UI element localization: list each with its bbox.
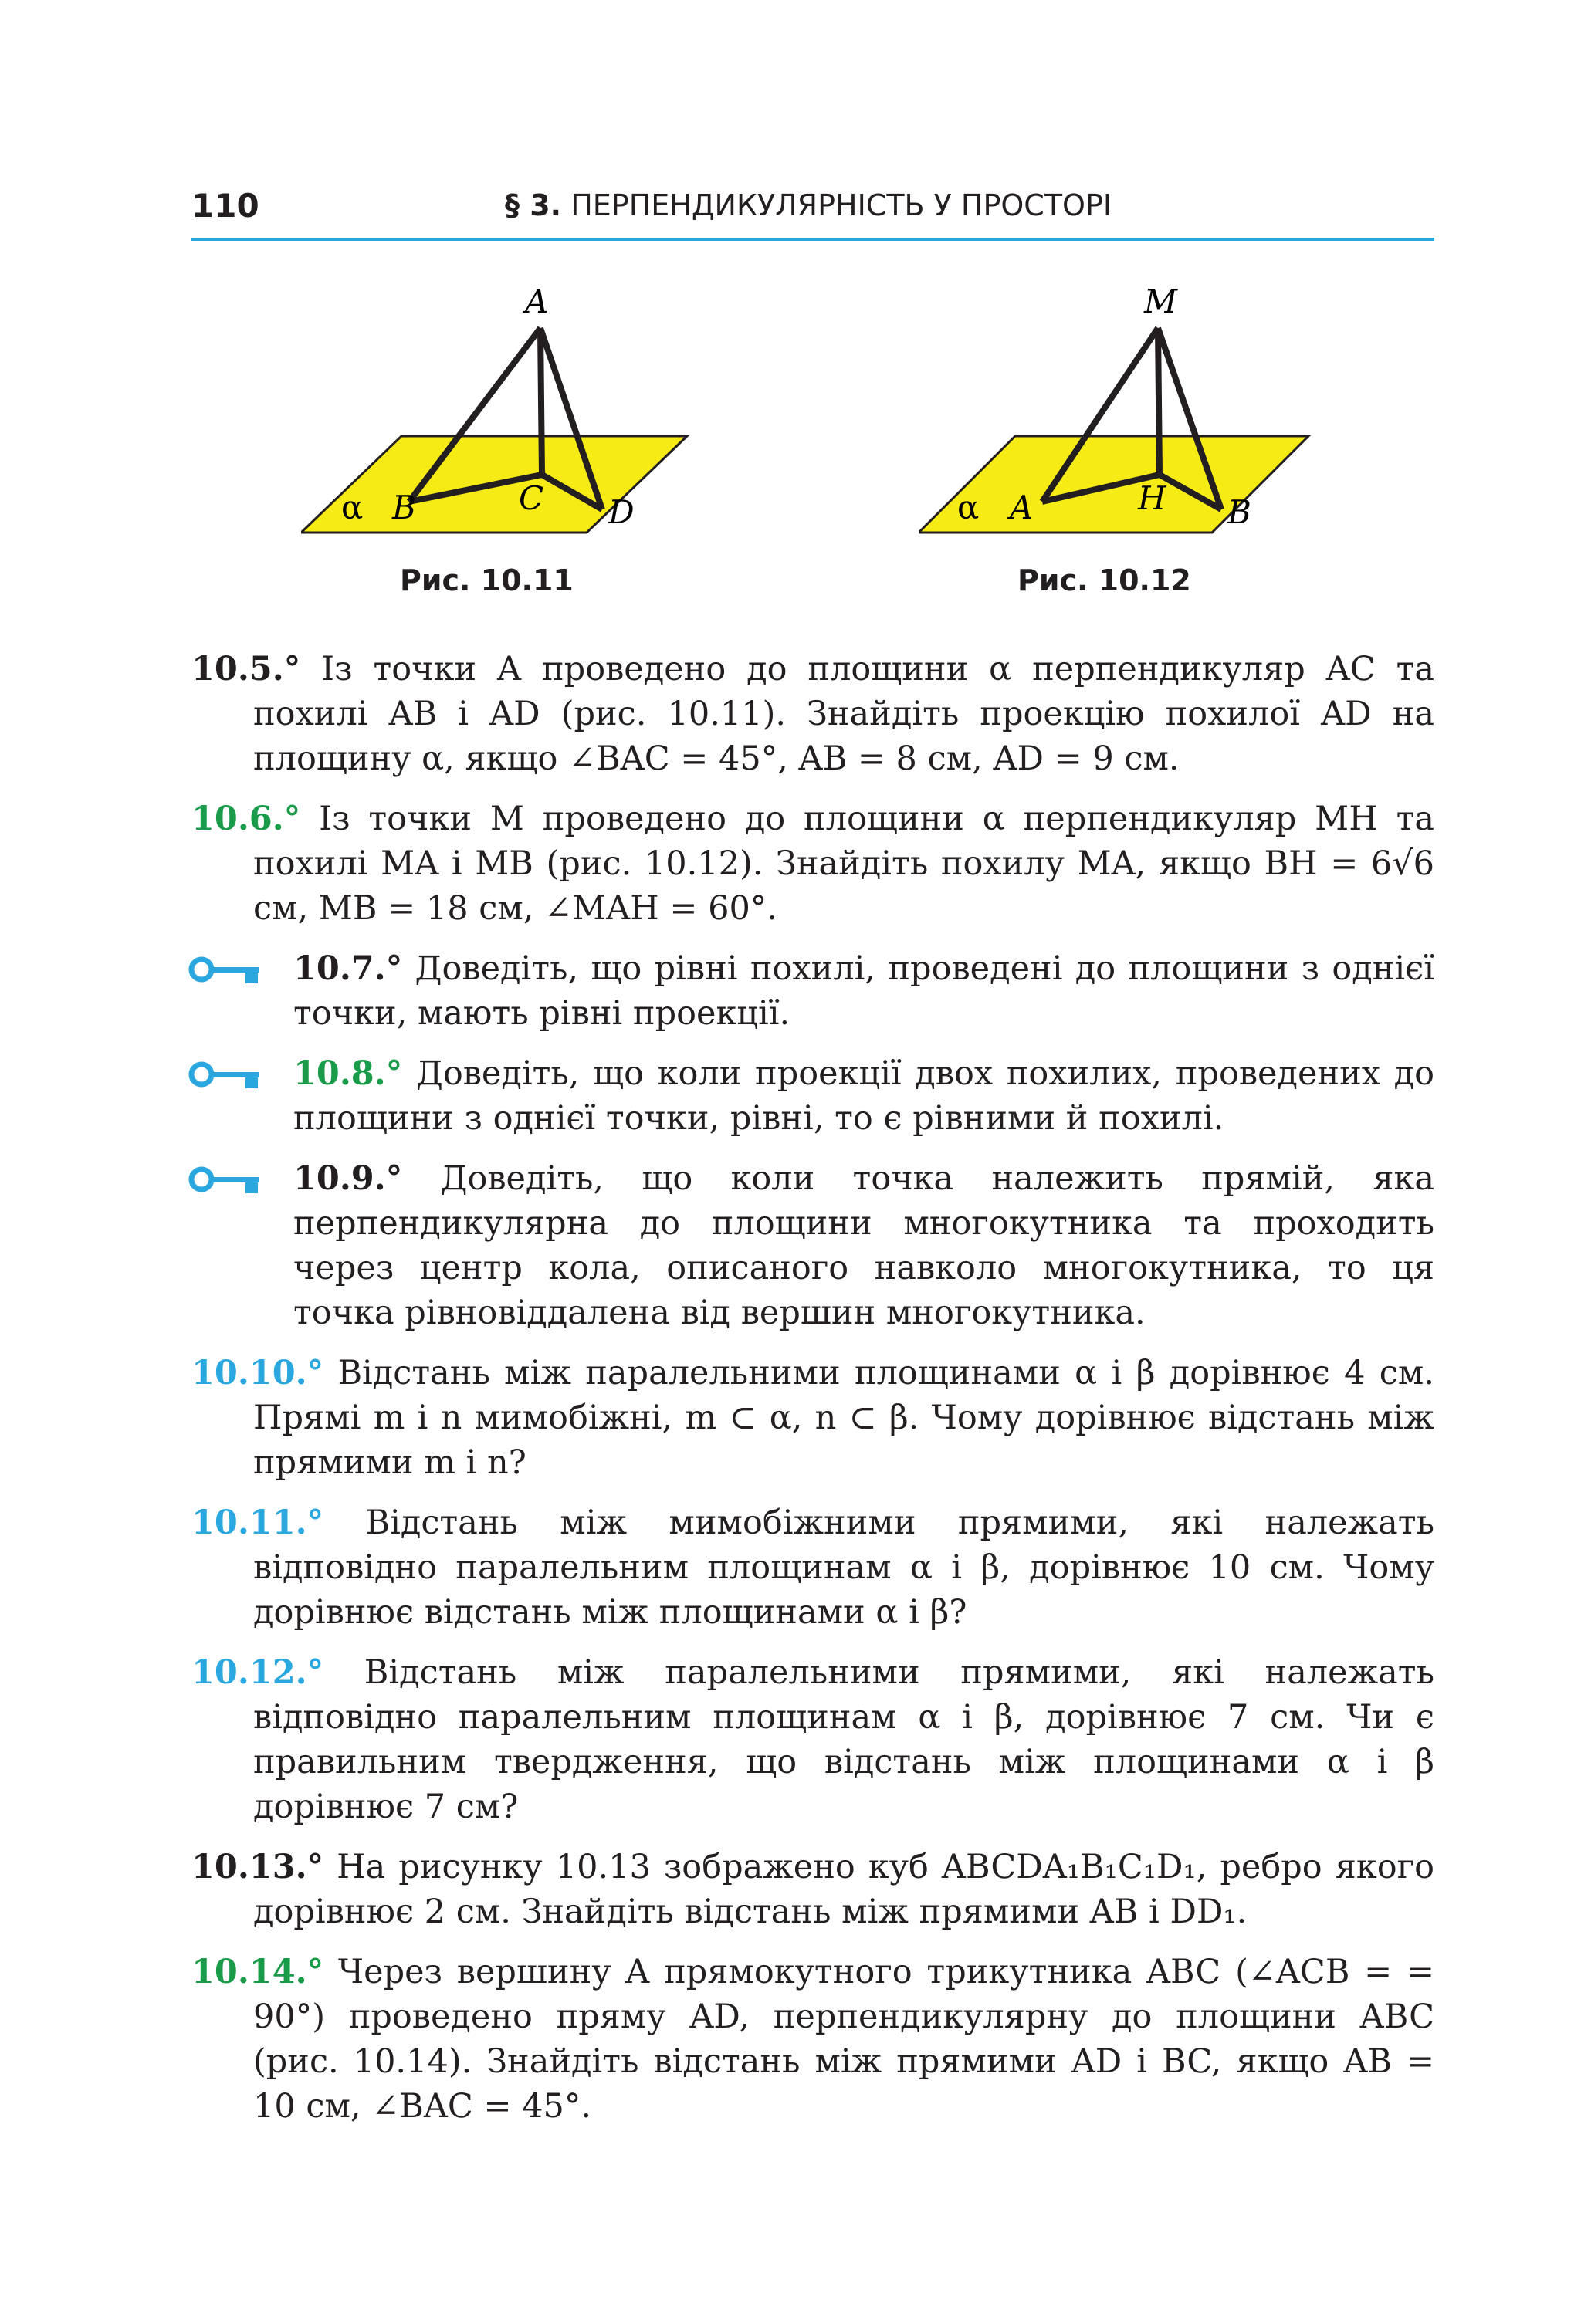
label-B: B bbox=[392, 489, 416, 526]
problem-number: 10.6.° bbox=[191, 800, 301, 838]
key-icon bbox=[188, 956, 266, 986]
key-icon bbox=[188, 1165, 266, 1196]
problem-number: 10.13.° bbox=[191, 1848, 324, 1886]
problem-text: Відстань між паралельними прямими, які належать відповідно паралельним площинам α і β, дорівнює 7 см. Чи є правильним твердження, що відстань між площинами α і β дорівнює 7 см? bbox=[253, 1653, 1434, 1826]
label-M: M bbox=[1144, 282, 1178, 320]
problem-text: Відстань між паралельними площинами α і β дорівнює 4 см. Прямі m і n мимобіжні, m ⊂ α, n ⊂ β. Чому дорівнює відстань між прямими m і n? bbox=[253, 1354, 1435, 1482]
segment-MH bbox=[1158, 328, 1160, 475]
problem-list bbox=[191, 647, 1434, 2144]
problem-number: 10.10.° bbox=[191, 1354, 324, 1392]
segment-AC bbox=[540, 328, 542, 475]
figure-10-11 bbox=[301, 278, 702, 540]
page-number: 110 bbox=[191, 187, 259, 225]
label-alpha: α bbox=[957, 489, 980, 526]
problem-10-10 bbox=[191, 1351, 1434, 1485]
problem-number: 10.9.° bbox=[293, 1159, 403, 1198]
problem-number: 10.11.° bbox=[191, 1504, 324, 1542]
problem-text: На рисунку 10.13 зображено куб ABCDA₁B₁C₁D₁, ребро якого дорівнює 2 см. Знайдіть відстань між прямими AB і DD₁. bbox=[253, 1848, 1434, 1931]
problem-10-9 bbox=[191, 1156, 1434, 1335]
problem-10-12 bbox=[191, 1650, 1434, 1829]
label-H: H bbox=[1138, 479, 1166, 517]
problem-text: Відстань між мимобіжними прямими, які належать відповідно паралельним площинам α і β, дорівнює 10 см. Чому дорівнює відстань між площинами α і β? bbox=[253, 1504, 1434, 1632]
figure-caption-10-11: Рис. 10.11 bbox=[400, 563, 574, 597]
problem-10-11 bbox=[191, 1500, 1434, 1635]
problem-number: 10.8.° bbox=[293, 1054, 403, 1093]
figure-caption-10-12: Рис. 10.12 bbox=[1017, 563, 1191, 597]
section-title bbox=[505, 188, 1112, 222]
figure-10-12 bbox=[919, 278, 1328, 540]
label-C: C bbox=[519, 479, 544, 517]
problem-number: 10.14.° bbox=[191, 1953, 324, 1991]
problem-10-6 bbox=[191, 797, 1434, 931]
problem-10-8 bbox=[191, 1051, 1434, 1141]
label-alpha: α bbox=[341, 489, 364, 526]
problem-text: Доведіть, що коли проекції двох похилих, проведених до площини з однієї точки, рівні, то є рівними й похилі. bbox=[293, 1054, 1435, 1138]
problem-10-7 bbox=[191, 946, 1434, 1036]
problem-number: 10.7.° bbox=[293, 949, 403, 988]
label-D: D bbox=[608, 493, 635, 531]
problem-text: Із точки A проведено до площини α перпендикуляр AC та похилі AB і AD (рис. 10.11). Знайдіть проекцію похилої AD на площину α, якщо ∠BAC = 45°, AB = 8 см, AD = 9 см. bbox=[253, 650, 1434, 778]
problem-10-5 bbox=[191, 647, 1434, 781]
label-A: A bbox=[1010, 489, 1034, 526]
problem-text: Через вершину A прямокутного трикутника ABC (∠ACB = = 90°) проведено пряму AD, перпендикулярну до площини ABC (рис. 10.14). Знайдіть відстань між прямими AD і BC, якщо AB = 10 см, ∠BAC = 45°. bbox=[253, 1953, 1435, 2126]
label-B: B bbox=[1227, 493, 1251, 531]
problem-10-13 bbox=[191, 1845, 1434, 1934]
problem-text: Доведіть, що рівні похилі, проведені до площини з однієї точки, мають рівні проекції. bbox=[293, 949, 1434, 1033]
section-title-text: ПЕРПЕНДИКУЛЯРНІСТЬ У ПРОСТОРІ bbox=[570, 188, 1112, 222]
problem-number: 10.5.° bbox=[191, 650, 301, 688]
label-A: A bbox=[525, 282, 549, 320]
section-label: § 3. bbox=[505, 188, 562, 222]
key-icon bbox=[188, 1061, 266, 1091]
problem-number: 10.12.° bbox=[191, 1653, 324, 1692]
page-header bbox=[191, 184, 1434, 241]
problem-10-14 bbox=[191, 1950, 1434, 2129]
problem-text: Із точки M проведено до площини α перпендикуляр MH та похилі MA і MB (рис. 10.12). Знайдіть похилу MA, якщо BH = 6√6 см, MB = 18 см, ∠MAH = 60°. bbox=[253, 800, 1434, 928]
problem-text: Доведіть, що коли точка належить прямій, яка перпендикулярна до площини многокутника та проходить через центр кола, описаного навколо многокутника, то ця точка рівновіддалена від вершин многокутника. bbox=[293, 1159, 1434, 1332]
